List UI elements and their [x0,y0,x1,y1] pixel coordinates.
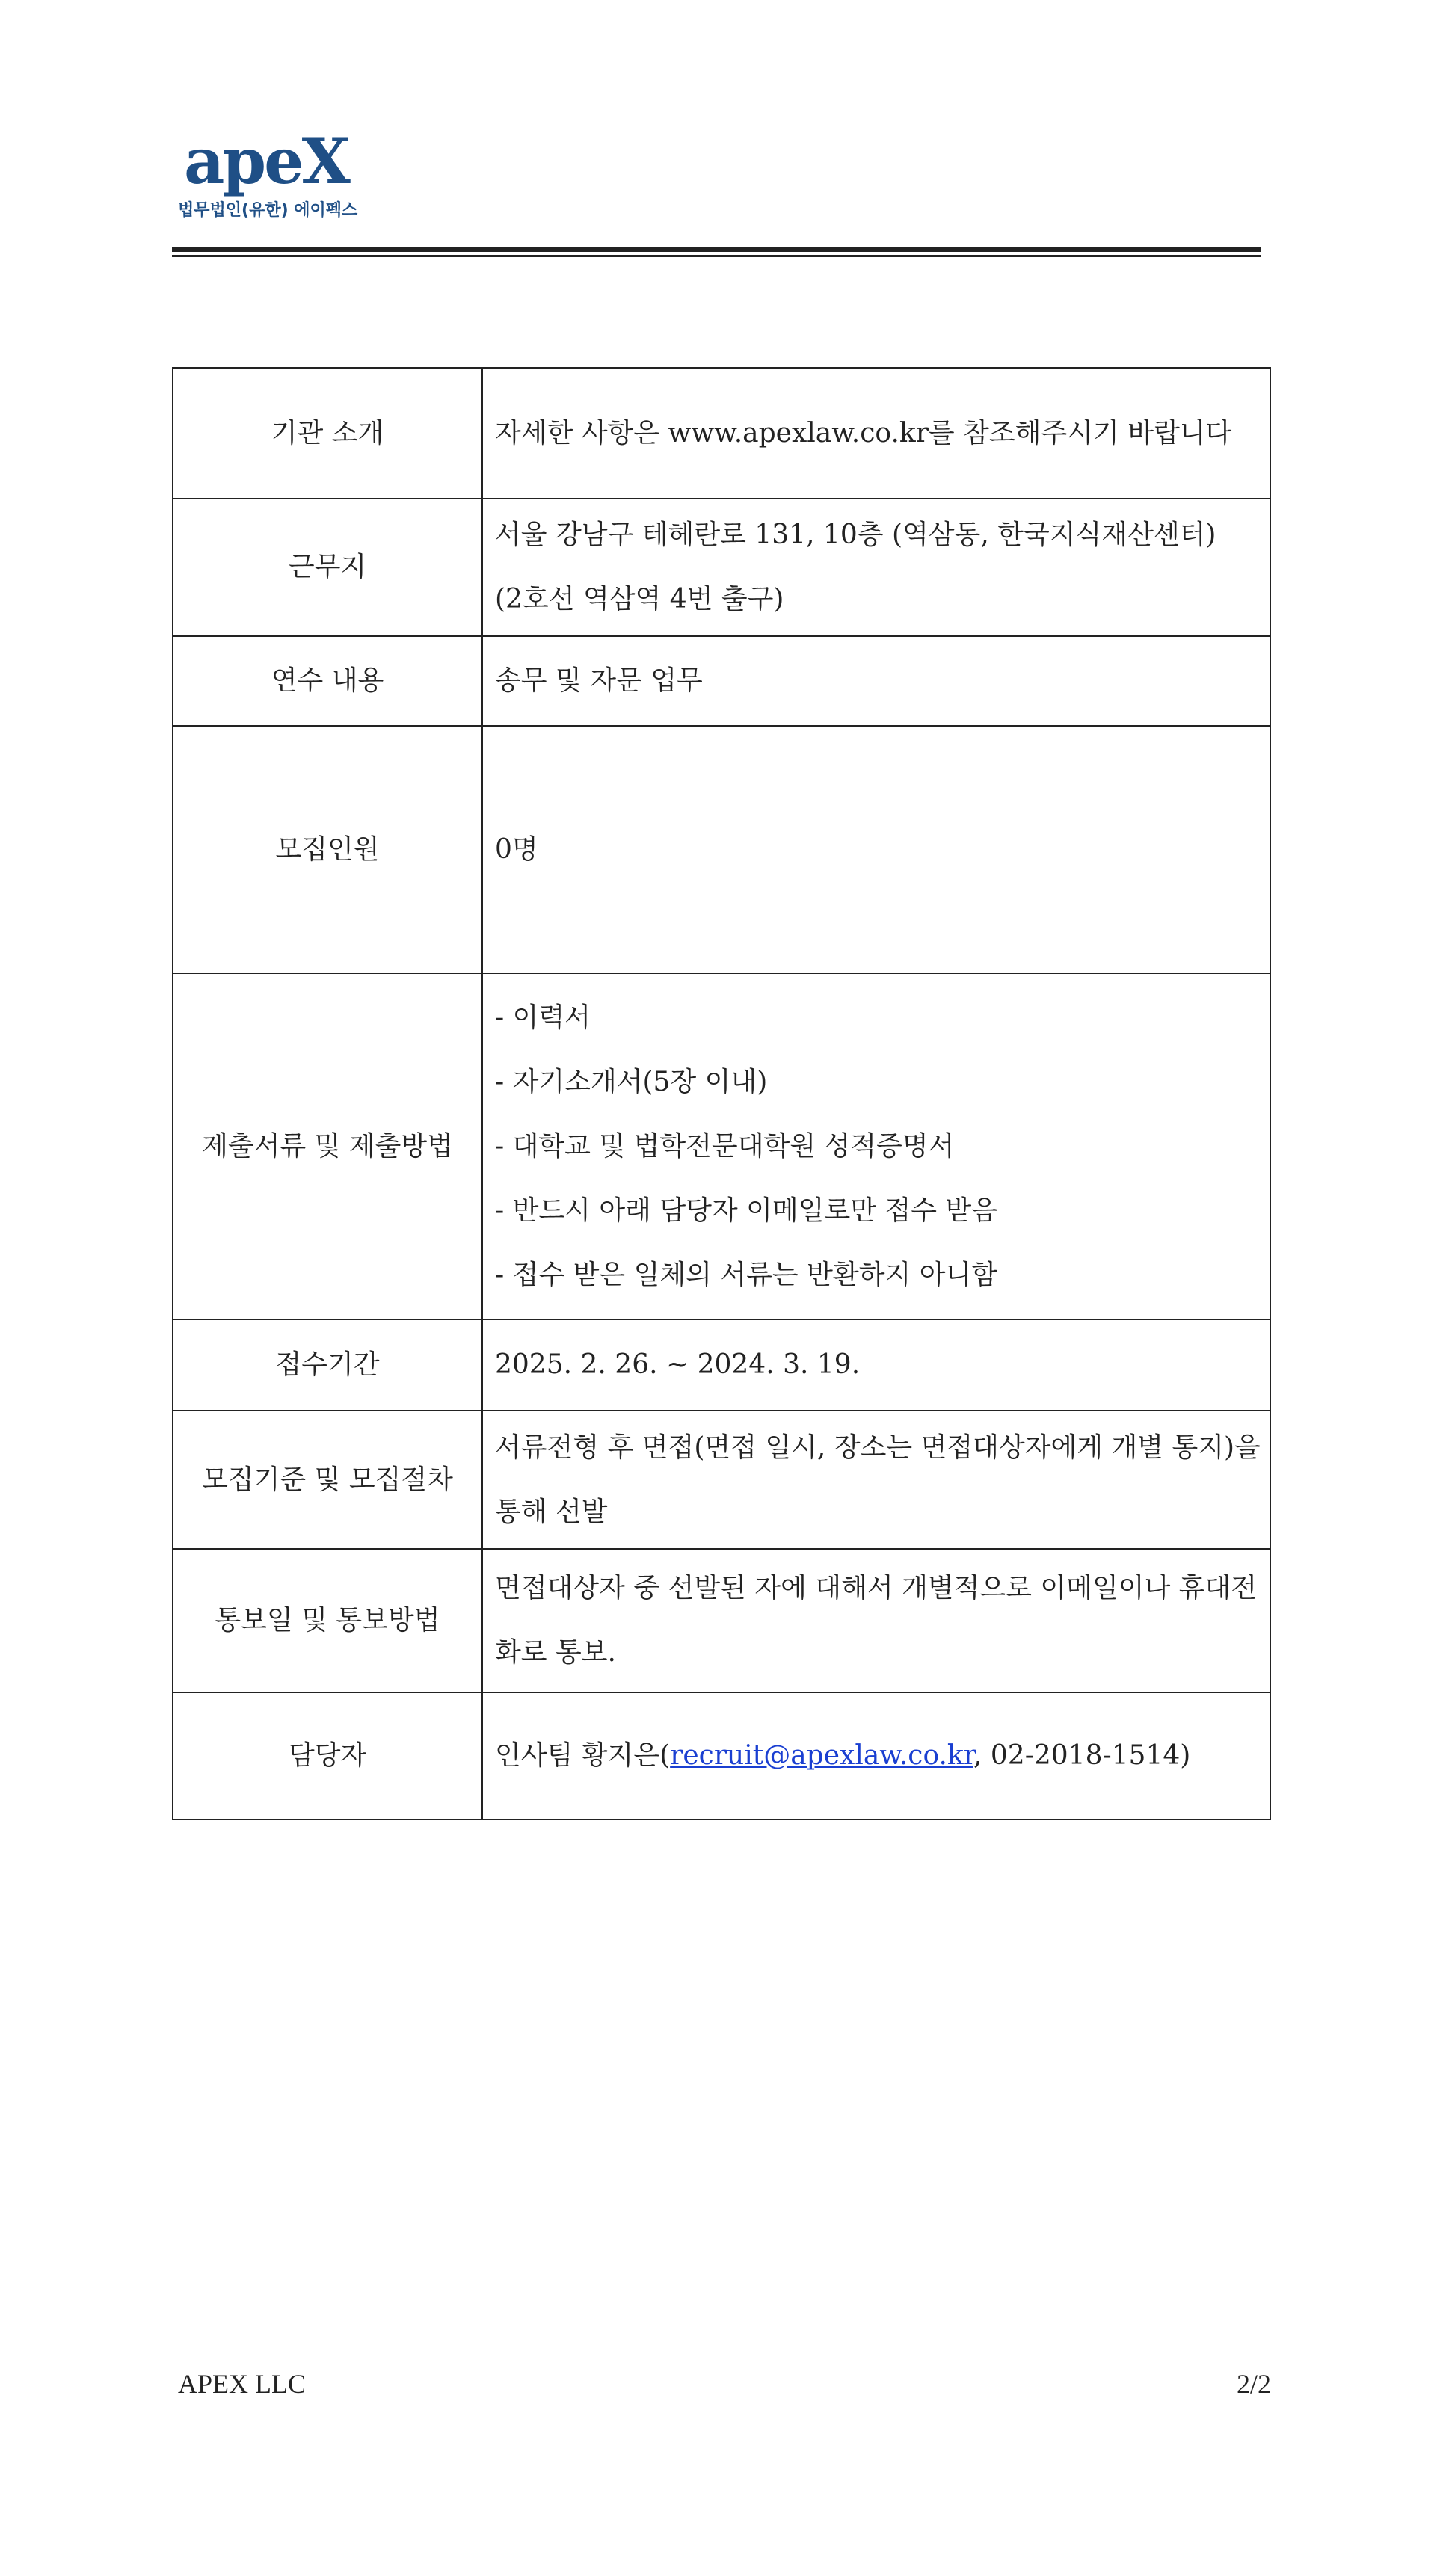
row-label: 담당자 [173,1692,482,1819]
value-line: 0명 [495,833,538,865]
row-value [482,726,1270,973]
row-label: 연수 내용 [173,636,482,726]
table-row [173,1411,1270,1549]
value-line: - 반드시 아래 담당자 이메일로만 접수 받음 [495,1195,998,1226]
row-label: 근무지 [173,499,482,636]
table-row [173,1549,1270,1692]
row-value [482,636,1270,726]
row-value [482,368,1270,499]
row-value [482,1549,1270,1692]
row-label: 접수기간 [173,1319,482,1411]
header-rule-thin [172,255,1261,257]
logo-wordmark: apeX [184,124,348,198]
row-value [482,1319,1270,1411]
row-value [482,499,1270,636]
header-rule-thick [172,247,1261,252]
table-row [173,499,1270,636]
row-label: 제출서류 및 제출방법 [173,973,482,1319]
table-row [173,973,1270,1319]
value-line: - 대학교 및 법학전문대학원 성적증명서 [495,1130,955,1162]
value-line: 2025. 2. 26. ~ 2024. 3. 19. [495,1349,861,1380]
table-row [173,368,1270,499]
logo-subtitle: 법무법인(유한) 에이펙스 [178,201,358,220]
table-row [173,1692,1270,1819]
page-number: 2/2 [1236,2369,1271,2399]
table-row [173,1319,1270,1411]
recruitment-info-table [172,367,1271,1820]
value-line: 송무 및 자문 업무 [495,665,703,696]
value-text: 서류전형 후 면접(면접 일시, 장소는 면접대상자에게 개별 통지)을 통해 선발 [495,1432,1261,1527]
table-row [173,636,1270,726]
contact-email-link[interactable]: recruit@apexlaw.co.kr [670,1740,973,1771]
value-line: - 접수 받은 일체의 서류는 반환하지 아니함 [495,1259,998,1290]
row-label: 모집기준 및 모집절차 [173,1411,482,1549]
row-label: 모집인원 [173,726,482,973]
table-row [173,726,1270,973]
contact-line [495,1724,1261,1788]
value-line: - 자기소개서(5장 이내) [495,1066,768,1097]
value-line: 자세한 사항은 www.apexlaw.co.kr를 참조해주시기 바랍니다 [495,417,1232,449]
contact-prefix: 인사팀 황지은( [495,1740,671,1771]
value-line: 서울 강남구 테헤란로 131, 10층 (역삼동, 한국지식재산센터) [495,520,1216,550]
row-label: 기관 소개 [173,368,482,499]
value-line: - 이력서 [495,1002,591,1033]
row-label: 통보일 및 통보방법 [173,1549,482,1692]
contact-suffix: , 02-2018-1514) [973,1740,1191,1771]
value-line: (2호선 역삼역 4번 출구) [495,584,784,614]
row-value [482,1692,1270,1819]
value-text: 면접대상자 중 선발된 자에 대해서 개별적으로 이메일이나 휴대전화로 통보. [495,1573,1258,1668]
company-logo [178,124,358,230]
footer-company: APEX LLC [178,2369,306,2399]
row-value [482,1411,1270,1549]
row-value [482,973,1270,1319]
